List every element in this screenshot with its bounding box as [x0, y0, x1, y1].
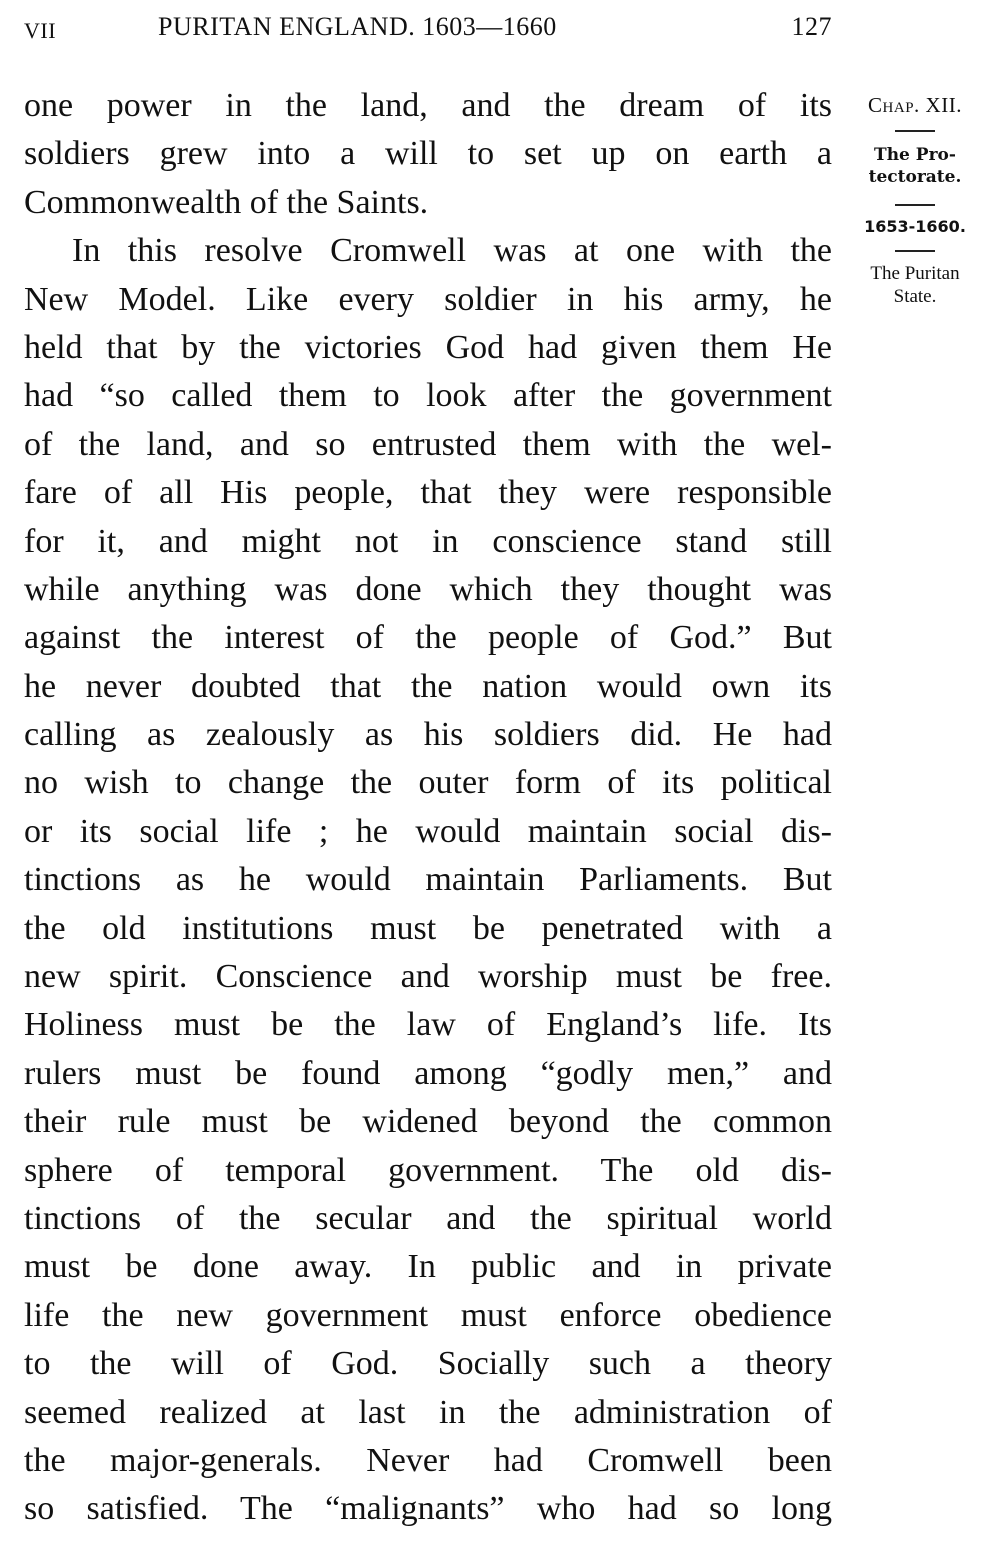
text-line: held that by the victories God had given them He	[24, 328, 832, 366]
sidenote-topic	[845, 144, 985, 188]
running-head-title: PURITAN ENGLAND. 1603—1660	[158, 12, 557, 41]
text-line: rulers must be found among “godly men,” and	[24, 1054, 832, 1092]
text-line: against the interest of the people of God.” But	[24, 619, 832, 657]
text-line: while anything was done which they thought was	[24, 570, 832, 608]
sidenote-divider	[895, 130, 935, 132]
text-line: had “so called them to look after the government	[24, 377, 832, 415]
sidenote-topic-line: tectorate.	[868, 167, 962, 187]
running-head-chapter: VII	[24, 18, 57, 43]
text-line: Holiness must be the law of England’s life. Its	[24, 1006, 832, 1044]
text-line: he never doubted that the nation would own its	[24, 667, 832, 705]
sidenote-topic-line: The Pro-	[874, 145, 956, 165]
text-line: life the new government must enforce obedience	[24, 1296, 832, 1334]
text-line: In this resolve Cromwell was at one with the	[72, 232, 832, 270]
text-line: sphere of temporal government. The old dis-	[24, 1151, 832, 1189]
sidenote-divider	[895, 250, 935, 252]
text-line: no wish to change the outer form of its political	[24, 764, 832, 802]
text-line: for it, and might not in conscience stand still	[24, 522, 832, 560]
text-line: one power in the land, and the dream of its	[24, 87, 832, 124]
sidenote-chapter: Chap. XII.	[868, 93, 962, 117]
sidenote-section-line: State.	[893, 286, 937, 307]
page-number: 127	[791, 12, 832, 41]
sidenote-section-line: The Puritan	[870, 263, 960, 284]
text-line: their rule must be widened beyond the common	[24, 1103, 832, 1141]
text-line: fare of all His people, that they were responsible	[24, 474, 832, 512]
text-line: tinctions as he would maintain Parliaments. But	[24, 861, 832, 899]
text-line: new spirit. Conscience and worship must be free.	[24, 958, 832, 996]
text-line: calling as zealously as his soldiers did. He had	[24, 716, 832, 754]
text-line: soldiers grew into a will to set up on earth a	[24, 135, 832, 173]
text-line: must be done away. In public and in private	[24, 1248, 832, 1286]
text-line: so satisfied. The “malignants” who had so long	[24, 1490, 832, 1528]
text-line: the old institutions must be penetrated with a	[24, 909, 832, 947]
sidenote-dates: 1653-1660.	[864, 217, 966, 236]
sidenote-section	[845, 262, 985, 308]
sidenote-divider	[895, 204, 935, 206]
running-head	[24, 12, 832, 52]
text-line: seemed realized at last in the administration of	[24, 1393, 832, 1431]
body-text	[24, 82, 832, 1534]
text-line: Commonwealth of the Saints.	[24, 183, 429, 221]
text-line: the major-generals. Never had Cromwell been	[24, 1441, 832, 1479]
text-line: New Model. Like every soldier in his army, he	[24, 280, 832, 318]
text-line: or its social life ; he would maintain social dis-	[24, 812, 832, 850]
text-line: tinctions of the secular and the spiritual world	[24, 1199, 832, 1237]
text-line: to the will of God. Socially such a theory	[24, 1345, 832, 1383]
text-line: of the land, and so entrusted them with the wel-	[24, 425, 832, 463]
